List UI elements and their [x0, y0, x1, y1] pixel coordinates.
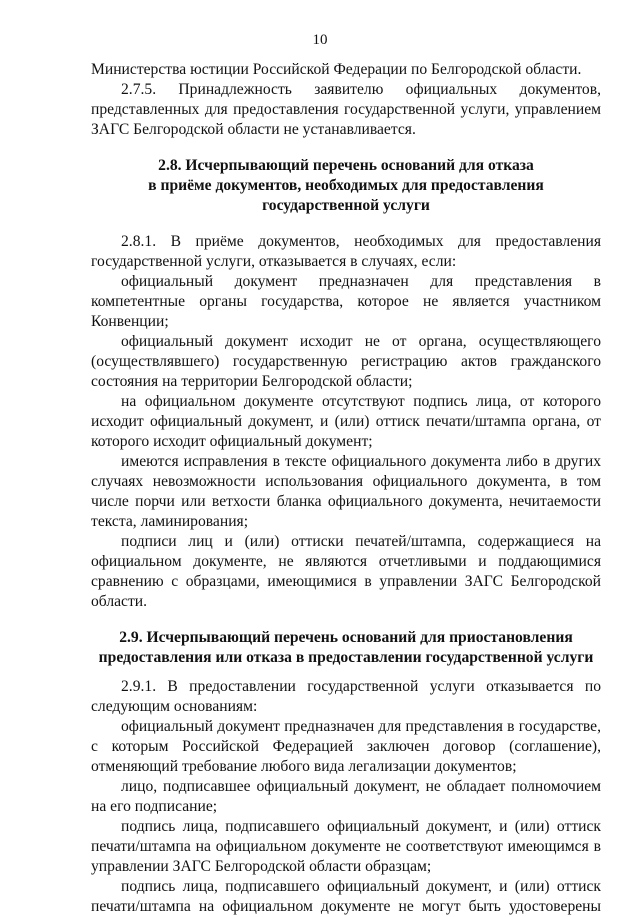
list-item: имеются исправления в тексте официального документа либо в других случаях невозможности использования официального документа, в том числе порчи или ветхости бланка официального документа, нечитаемости текста, ламинирования; — [91, 453, 601, 530]
heading-line: предоставления или отказа в предоставлении государственной услуги — [98, 649, 594, 666]
section-2-8-heading — [91, 156, 601, 216]
heading-line: в приёме документов, необходимых для предоставления — [148, 177, 544, 194]
page-number: 10 — [312, 32, 328, 48]
list-item: официальный документ предназначен для представления в компетентные органы государства, которое не является участником Конвенции; — [91, 273, 601, 330]
list-item: на официальном документе отсутствуют подпись лица, от которого исходит официальный документ, и (или) оттиск печати/штампа органа, от которого исходит официальный документ; — [91, 393, 601, 450]
paragraph-2-9-1: 2.9.1. В предоставлении государственной услуги отказывается по следующим основаниям: — [91, 678, 601, 715]
list-item: официальный документ исходит не от органа, осуществляющего (осуществлявшего) государственную регистрацию актов гражданского состояния на территории Белгородской области; — [91, 333, 601, 390]
heading-line: 2.9. Исчерпывающий перечень оснований для приостановления — [119, 629, 573, 646]
list-item: официальный документ предназначен для представления в государстве, с которым Российской Федерацией заключен договор (соглашение), отменяющий требование любого вида легализации документов; — [91, 718, 601, 775]
heading-line: государственной услуги — [262, 197, 430, 214]
paragraph-2-7-5: 2.7.5. Принадлежность заявителю официальных документов, представленных для предоставления государственной услуги, управлением ЗАГС Белгородской области не устанавливается. — [91, 81, 601, 138]
heading-line: 2.8. Исчерпывающий перечень оснований для отказа — [158, 157, 534, 174]
list-item: лицо, подписавшее официальный документ, не обладает полномочием на его подписание; — [91, 778, 601, 815]
list-item: подписи лиц и (или) оттиски печатей/штампа, содержащиеся на официальном документе, не являются отчетливыми и поддающимися сравнению с образцами, имеющимися в управлении ЗАГС Белгородской области. — [91, 533, 601, 610]
document-body — [91, 60, 601, 917]
paragraph-2-8-1: 2.8.1. В приёме документов, необходимых для предоставления государственной услуги, отказывается в случаях, если: — [91, 233, 601, 270]
section-2-9-heading — [91, 628, 601, 668]
list-item: подпись лица, подписавшего официальный документ, и (или) оттиск печати/штампа на официальном документе не могут быть удостоверены — [91, 878, 601, 915]
list-item: подпись лица, подписавшего официальный документ, и (или) оттиск печати/штампа на официальном документе не соответствуют имеющимся в управлении ЗАГС Белгородской области образцам; — [91, 818, 601, 875]
paragraph-continuation: Министерства юстиции Российской Федерации по Белгородской области. — [91, 61, 582, 78]
